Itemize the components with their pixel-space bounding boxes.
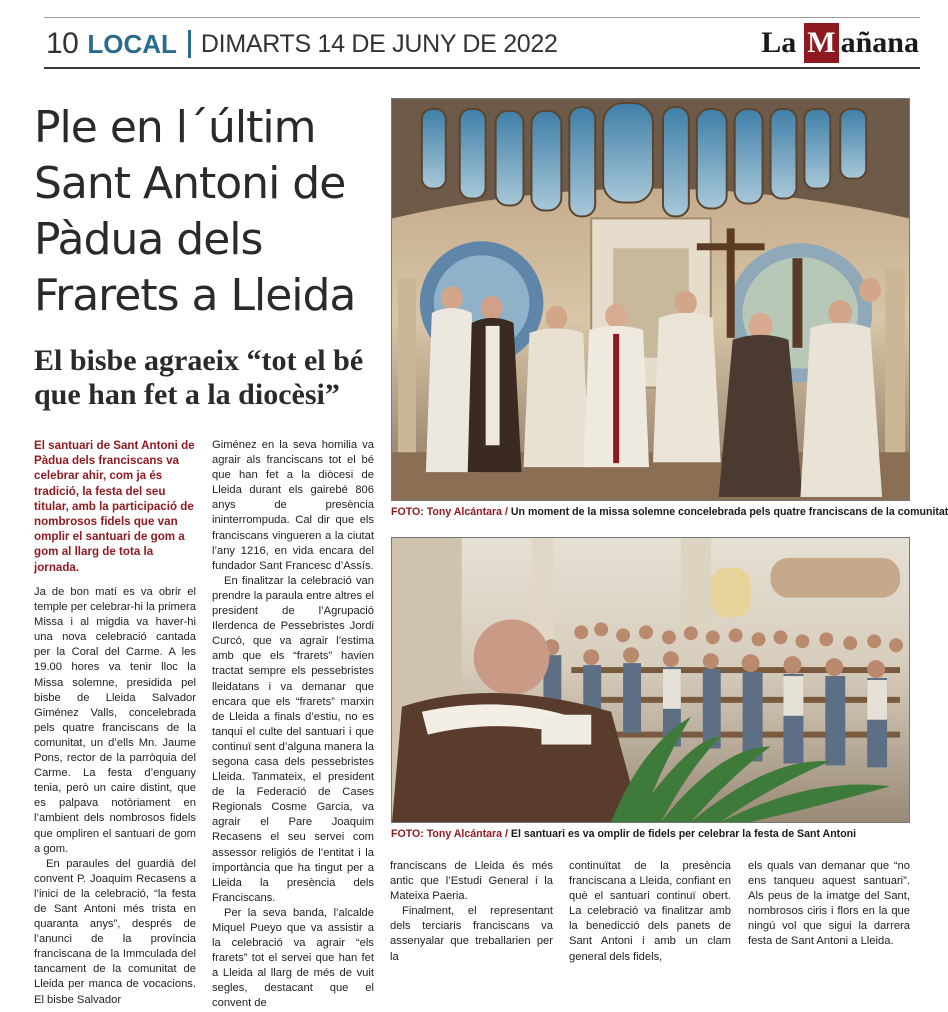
article-subheadline: El bisbe agraeix “tot el bé que han fet a la diocèsi” [34, 344, 364, 411]
issue-date: DIMARTS 14 DE JUNY DE 2022 [200, 29, 558, 58]
paragraph: Giménez en la seva homilia va agrair als franciscans tot el bé que han fet a la diòcesi de Lleida durant els gairebé 806 anys de presència ininterrompuda. Cal dir que els franciscans vingueren a la ciutat l’any 1216, en vida encara del fundador Sant Francesc d’Assís. [212, 439, 374, 572]
body-column-4 [569, 859, 731, 965]
paragraph: En finalitzar la celebració van prendre la paraula entre altres el president de l’Agrupació Ilerdenca de Pessebristes Jordi Curcó, que va agrair l’estima amb que els “frarets” havien tractat sempre els pessebristes lleidatans i va demanar que encara que els “frarets” marxin de Lleida a finals d’estiu, no es tanqui el culte del santuari i que continuï sent d’alguna manera la segona casa dels pessebristes Lleida. Tanmateix, el president de la Federació de Cases Regionals Cosme Garcia, va agrair el Pare Joaquim Recasens el seu servei com assessor religiós de l’entitat i la importància que ha tingut per a Lleida la presència dels Franciscans. [212, 574, 374, 904]
paragraph: els quals van demanar que “no ens tanqueu aquest santuari”. Als peus de la imatge del Sant, nombrosos ciris i flors en la que ningú vol que sigui la darrera festa de Sant Antoni a Lleida. [748, 860, 910, 948]
photo-congregation [391, 537, 910, 823]
paragraph: En paraules del guardià del convent P. Joaquim Recasens a l’inici de la celebració, “la festa de Sant Antoni més trista en quaranta anys”, després de l’anunci de la província franciscana de la Immculada del tancament de la comunitat de Lleida per manca de vocacions. El bisbe Salvador [34, 857, 196, 1006]
caption-text-2: El santuari es va omplir de fidels per celebrar la festa de Sant Antoni [507, 828, 857, 840]
header-separator [188, 30, 191, 58]
section-label: LOCAL [87, 28, 177, 59]
page-header [46, 26, 558, 62]
paragraph: Ja de bon matí es va obrir el temple per celebrar-hi la primera Missa i al migdia va haver-hi una nova celebració cantada per la Coral del Carme. A les 19.00 hores va tenir lloc la Missa solemne, presidida pel bisbe de Lleida Salvador Giménez Valls, concelebrada pels quatre franciscans de la comunitat, un d’ells Mn. Jaume Pons, rector de la parròquia del Carme. La festa d’enguany tenia, però un caire distint, que es palpava notòriament en l’ambient dels nombrosos fidels que ompliren el santuari de gom a gom. [34, 586, 196, 855]
article-lede: El santuari de Sant Antoni de Pàdua dels franciscans va celebrar ahir, com ja és tradició, la festa del seu titular, amb la participació de nombrosos fidels que van omplir el santuari de gom a gom al llarg de tota la jornada. [34, 439, 195, 574]
photo-congregation-image [392, 538, 909, 822]
caption-text-1: Un moment de la missa solemne concelebrada pels quatre franciscans de la comunitat [507, 506, 948, 518]
header-rule-top [44, 17, 920, 18]
photo-caption-2 [391, 828, 856, 841]
paragraph: Per la seva banda, l’alcalde Miquel Pueyo que va assistir a la celebració va agrair “els frarets” tot el servei que han fet a Lleida al llarg de més de vuit segles, destacant que el convent de [212, 906, 374, 1010]
header-rule-bottom [44, 67, 920, 69]
body-column-5 [748, 859, 910, 950]
logo-word-rest: añana [840, 26, 919, 59]
photo-mass-altar [391, 98, 910, 501]
body-column-2 [212, 438, 374, 1012]
paragraph: Finalment, el representant dels terciaris franciscans va assenyalar que treballarien per la [390, 905, 553, 963]
photo-mass-altar-image [392, 99, 909, 500]
paragraph: franciscans de Lleida és més antic que l’Estudi General i la Mateixa Paeria. [390, 860, 553, 903]
logo-m-box: M [804, 23, 838, 63]
photo-caption-1 [391, 506, 948, 519]
newspaper-logo [761, 22, 919, 64]
logo-word-la: La [761, 26, 797, 59]
photo-credit-2: FOTO: Tony Alcántara / [391, 828, 508, 840]
photo-credit-1: FOTO: Tony Alcántara / [391, 506, 508, 518]
page-number: 10 [46, 27, 79, 60]
body-column-3 [390, 859, 553, 965]
paragraph: continuïtat de la presència franciscana a Lleida, confiant en què el santuari continuï obert. La celebració va finalitzar amb la benedicció dels panets de Sant Antoni i amb un clam general dels fidels, [569, 860, 731, 963]
article-headline: Ple en l´últim Sant Antoni de Pàdua dels Frarets a Lleida [34, 102, 356, 321]
body-column-1 [34, 585, 196, 1008]
